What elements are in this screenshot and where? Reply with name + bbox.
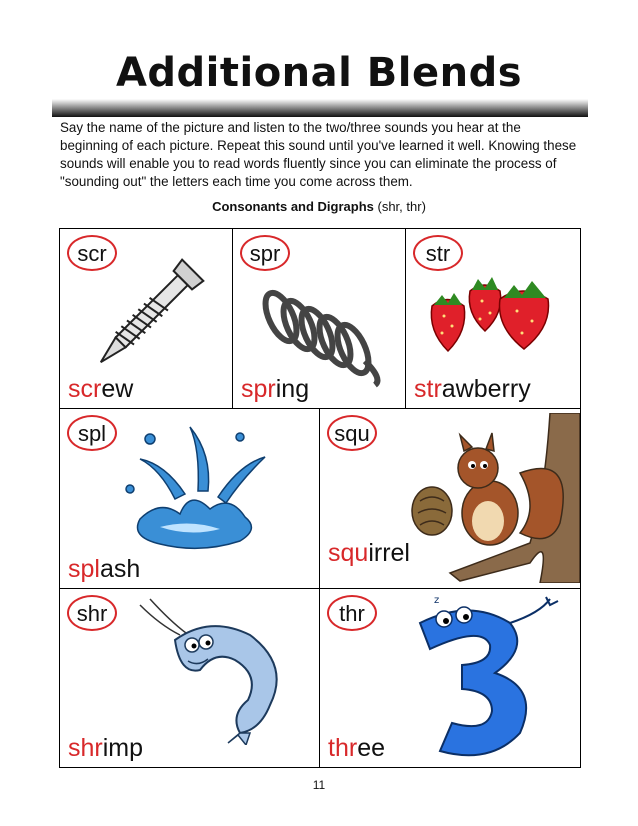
squirrel-icon bbox=[400, 413, 580, 583]
blend-word: screw bbox=[68, 375, 134, 403]
three-icon bbox=[400, 593, 570, 763]
blend-badge: spl bbox=[67, 415, 117, 451]
blend-cell-thr bbox=[320, 589, 580, 767]
title-underline-bar bbox=[52, 99, 588, 117]
strawberry-icon bbox=[422, 271, 572, 361]
subheading-rest: (shr, thr) bbox=[373, 199, 426, 214]
blend-cell-str bbox=[406, 229, 580, 409]
blend-word: spring bbox=[241, 375, 310, 403]
page-number: 11 bbox=[312, 778, 326, 792]
page-title: Additional Blends bbox=[115, 50, 523, 96]
blend-badge: squ bbox=[327, 415, 377, 451]
blend-word: squirrel bbox=[328, 539, 410, 567]
blend-word: three bbox=[328, 734, 385, 762]
spring-icon bbox=[253, 269, 393, 389]
blend-cell-shr bbox=[60, 589, 320, 767]
svg-text:z: z bbox=[434, 595, 440, 606]
blend-badge: spr bbox=[240, 235, 290, 271]
shrimp-icon bbox=[120, 595, 300, 745]
blend-cell-spr bbox=[233, 229, 406, 409]
blend-word: shrimp bbox=[68, 734, 144, 762]
blend-cell-scr bbox=[60, 229, 233, 409]
blend-badge: scr bbox=[67, 235, 117, 271]
blend-badge: str bbox=[413, 235, 463, 271]
blend-badge: thr bbox=[327, 595, 377, 631]
blend-cell-squ bbox=[320, 409, 580, 589]
blend-cell-spl bbox=[60, 409, 320, 589]
blend-word: strawberry bbox=[414, 375, 531, 403]
blend-badge: shr bbox=[67, 595, 117, 631]
blend-word: splash bbox=[68, 555, 141, 583]
section-subheading bbox=[0, 199, 638, 214]
subheading-bold: Consonants and Digraphs bbox=[212, 199, 374, 214]
intro-paragraph: Say the name of the picture and listen to the two/three sounds you hear at the beginning of each picture. Repeat this sound until you've learned it well. Knowing these sounds will enable you to read words fluently since you can eliminate the process of "sounding out" the letters each time you come across them. bbox=[60, 120, 577, 189]
splash-icon bbox=[120, 419, 270, 559]
blend-grid bbox=[59, 228, 581, 768]
